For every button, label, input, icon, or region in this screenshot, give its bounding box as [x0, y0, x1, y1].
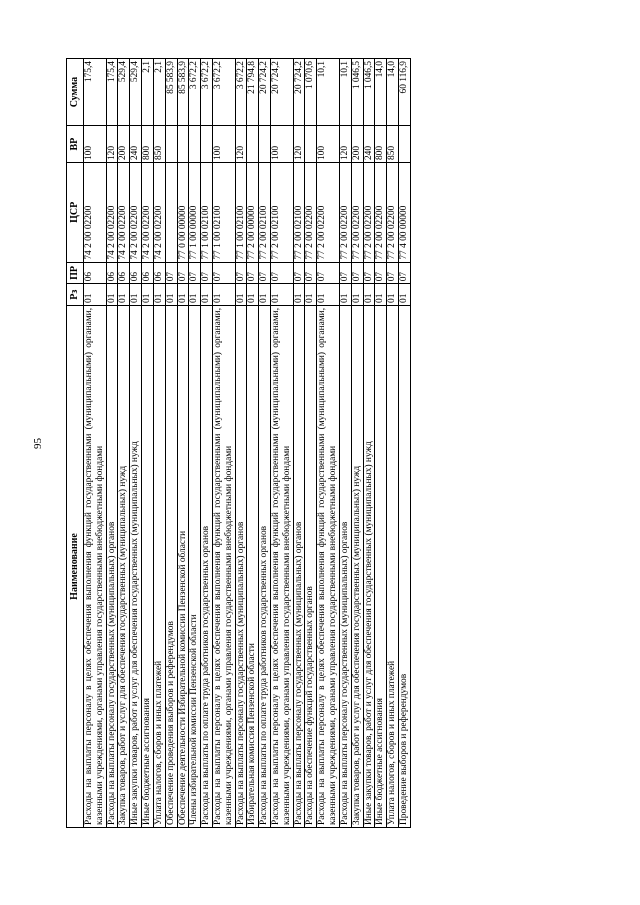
cell-sum: 20 724,2: [293, 59, 305, 126]
cell-vr: 850: [387, 126, 399, 163]
cell-sum: 1 070,6: [305, 59, 317, 126]
cell-csr: 77 2 00 02100: [259, 163, 271, 263]
cell-vr: [259, 126, 271, 163]
cell-sum: 3 672,2: [212, 59, 235, 126]
rotated-table-container: [66, 58, 586, 828]
cell-rz: 01: [177, 284, 189, 306]
cell-pr: 07: [339, 262, 351, 284]
cell-vr: 120: [235, 126, 247, 163]
cell-csr: 77 1 00 00000: [189, 163, 201, 263]
cell-pr: 07: [305, 262, 317, 284]
cell-sum: 529,4: [130, 59, 142, 126]
cell-name: Иные закупки товаров, работ и услуг для обеспечения государственных (муниципальных) нужд: [130, 305, 142, 827]
cell-vr: [177, 126, 189, 163]
table-row: [387, 59, 399, 828]
cell-csr: 74 2 00 02200: [84, 163, 107, 263]
cell-csr: 77 4 00 00000: [398, 163, 410, 263]
cell-csr: 77 1 00 02100: [212, 163, 235, 263]
cell-rz: 01: [118, 284, 130, 306]
cell-csr: 74 2 00 02200: [130, 163, 142, 263]
table-row: [339, 59, 351, 828]
cell-csr: 74 2 00 02200: [106, 163, 118, 263]
cell-rz: 01: [271, 284, 294, 306]
cell-pr: 07: [165, 262, 177, 284]
cell-name: Избирательная комиссия Пензенской области: [247, 305, 259, 827]
table-row: [293, 59, 305, 828]
cell-pr: 06: [130, 262, 142, 284]
cell-pr: 07: [398, 262, 410, 284]
cell-sum: 20 724,2: [271, 59, 294, 126]
cell-pr: 06: [106, 262, 118, 284]
header-csr: ЦСР: [67, 163, 84, 263]
cell-sum: 85 583,9: [177, 59, 189, 126]
cell-pr: 07: [235, 262, 247, 284]
table-row: [375, 59, 387, 828]
cell-vr: [189, 126, 201, 163]
cell-rz: 01: [165, 284, 177, 306]
cell-name: Расходы на выплаты персоналу в целях обеспечения выполнения функций государственными (муниципальными) органами, казенными учреждениями, органами управления государственными внебюджетными фондами: [84, 305, 107, 827]
cell-pr: 07: [351, 262, 363, 284]
cell-name: Расходы на выплаты по оплате труда работников государственных органов: [201, 305, 213, 827]
table-row: [235, 59, 247, 828]
cell-csr: 77 2 00 02200: [305, 163, 317, 263]
cell-sum: 3 672,2: [201, 59, 213, 126]
cell-vr: [247, 126, 259, 163]
cell-name: Расходы на выплаты персоналу в целях обеспечения выполнения функций государственными (муниципальными) органами, казенными учреждениями, органами управления государственными внебюджетными фондами: [271, 305, 294, 827]
table-row: [271, 59, 294, 828]
cell-rz: 01: [106, 284, 118, 306]
cell-rz: 01: [247, 284, 259, 306]
table-row: [189, 59, 201, 828]
cell-vr: 100: [212, 126, 235, 163]
table-row: [177, 59, 189, 828]
cell-name: Члены избирательной комиссии Пензенской области: [189, 305, 201, 827]
cell-pr: 06: [142, 262, 154, 284]
cell-sum: 20 724,2: [259, 59, 271, 126]
cell-vr: 120: [293, 126, 305, 163]
cell-sum: 2,1: [142, 59, 154, 126]
cell-vr: [201, 126, 213, 163]
cell-pr: 07: [201, 262, 213, 284]
cell-csr: 77 2 00 02200: [363, 163, 375, 263]
cell-sum: 529,4: [118, 59, 130, 126]
cell-rz: 01: [235, 284, 247, 306]
cell-rz: 01: [153, 284, 165, 306]
cell-vr: 200: [351, 126, 363, 163]
cell-pr: 07: [363, 262, 375, 284]
cell-sum: 2,1: [153, 59, 165, 126]
cell-vr: 120: [106, 126, 118, 163]
header-pr: ПР: [67, 262, 84, 284]
cell-name: Расходы на выплаты персоналу государственных (муниципальных) органов: [293, 305, 305, 827]
cell-rz: 01: [339, 284, 351, 306]
cell-pr: 07: [259, 262, 271, 284]
cell-pr: 07: [375, 262, 387, 284]
table-row: [130, 59, 142, 828]
cell-name: Расходы на выплаты персоналу государственных (муниципальных) органов: [339, 305, 351, 827]
cell-pr: 07: [212, 262, 235, 284]
header-sum: Сумма: [67, 59, 84, 126]
table-row: [106, 59, 118, 828]
cell-rz: 01: [305, 284, 317, 306]
header-rz: Рз: [67, 284, 84, 306]
table-row: [118, 59, 130, 828]
cell-csr: 77 0 00 00000: [177, 163, 189, 263]
cell-sum: 85 583,9: [165, 59, 177, 126]
table-row: [259, 59, 271, 828]
cell-csr: 74 2 00 02200: [118, 163, 130, 263]
cell-sum: 10,1: [317, 59, 340, 126]
table-row: [142, 59, 154, 828]
cell-rz: 01: [375, 284, 387, 306]
cell-csr: 77 2 00 02100: [271, 163, 294, 263]
header-vr: ВР: [67, 126, 84, 163]
cell-sum: 60 116,9: [398, 59, 410, 126]
cell-pr: 07: [189, 262, 201, 284]
cell-csr: 77 2 00 02200: [387, 163, 399, 263]
table-row: [351, 59, 363, 828]
cell-pr: 06: [118, 262, 130, 284]
cell-rz: 01: [189, 284, 201, 306]
cell-csr: 77 1 00 02100: [201, 163, 213, 263]
table-row: [201, 59, 213, 828]
cell-name: Расходы на выплаты персоналу государственных (муниципальных) органов: [235, 305, 247, 827]
cell-name: Расходы на обеспечение функций государственных органов: [305, 305, 317, 827]
cell-rz: 01: [259, 284, 271, 306]
cell-vr: 800: [375, 126, 387, 163]
cell-name: Иные бюджетные ассигнования: [375, 305, 387, 827]
cell-pr: 07: [317, 262, 340, 284]
table-row: [305, 59, 317, 828]
table-row: [153, 59, 165, 828]
cell-pr: 07: [247, 262, 259, 284]
cell-csr: 77 2 00 02200: [317, 163, 340, 263]
table-row: [84, 59, 107, 828]
page-number: 95: [32, 438, 44, 449]
cell-sum: 14,0: [375, 59, 387, 126]
cell-rz: 01: [317, 284, 340, 306]
cell-sum: 3 672,2: [235, 59, 247, 126]
cell-name: Расходы на выплаты персоналу в целях обеспечения выполнения функций государственными (муниципальными) органами, казенными учреждениями, органами управления государственными внебюджетными фондами: [212, 305, 235, 827]
cell-csr: [165, 163, 177, 263]
cell-sum: 10,1: [339, 59, 351, 126]
cell-csr: 77 2 00 02100: [293, 163, 305, 263]
cell-vr: 850: [153, 126, 165, 163]
cell-vr: 100: [271, 126, 294, 163]
cell-sum: 14,0: [387, 59, 399, 126]
cell-vr: [305, 126, 317, 163]
cell-name: Закупка товаров, работ и услуг для обеспечения государственных (муниципальных) нужд: [118, 305, 130, 827]
cell-name: Уплата налогов, сборов и иных платежей: [153, 305, 165, 827]
table-body: [84, 59, 411, 828]
cell-sum: 175,4: [106, 59, 118, 126]
cell-name: Расходы на выплаты персоналу в целях обеспечения выполнения функций государственными (муниципальными) органами, казенными учреждениями, органами управления государственными внебюджетными фондами: [317, 305, 340, 827]
cell-rz: 01: [130, 284, 142, 306]
cell-csr: 77 2 00 02200: [339, 163, 351, 263]
cell-pr: 06: [153, 262, 165, 284]
table-row: [363, 59, 375, 828]
cell-pr: 06: [84, 262, 107, 284]
cell-rz: 01: [84, 284, 107, 306]
cell-name: Расходы на выплаты персоналу государственных (муниципальных) органов: [106, 305, 118, 827]
table-row: [165, 59, 177, 828]
cell-csr: 74 2 00 02200: [142, 163, 154, 263]
cell-name: Обеспечение деятельности Избирательной комиссии Пензенской области: [177, 305, 189, 827]
cell-rz: 01: [293, 284, 305, 306]
cell-vr: 800: [142, 126, 154, 163]
cell-rz: 01: [398, 284, 410, 306]
cell-pr: 07: [177, 262, 189, 284]
cell-vr: [165, 126, 177, 163]
cell-vr: 120: [339, 126, 351, 163]
cell-rz: 01: [142, 284, 154, 306]
cell-name: Закупка товаров, работ и услуг для обеспечения государственных (муниципальных) нужд: [351, 305, 363, 827]
budget-table: [66, 58, 411, 828]
cell-pr: 07: [293, 262, 305, 284]
cell-name: Уплата налогов, сборов и иных платежей: [387, 305, 399, 827]
cell-pr: 07: [387, 262, 399, 284]
cell-rz: 01: [212, 284, 235, 306]
cell-csr: 77 2 00 02200: [351, 163, 363, 263]
cell-sum: 175,4: [84, 59, 107, 126]
cell-vr: 240: [130, 126, 142, 163]
cell-rz: 01: [363, 284, 375, 306]
cell-vr: 100: [317, 126, 340, 163]
cell-vr: 200: [118, 126, 130, 163]
table-header-row: [67, 59, 84, 828]
header-name: Наименование: [67, 305, 84, 827]
cell-name: Обеспечение проведения выборов и референдумов: [165, 305, 177, 827]
cell-pr: 07: [271, 262, 294, 284]
cell-rz: 01: [351, 284, 363, 306]
cell-sum: 1 046,5: [363, 59, 375, 126]
cell-name: Проведение выборов и референдумов: [398, 305, 410, 827]
cell-csr: 77 1 00 02100: [235, 163, 247, 263]
cell-csr: 77 2 00 00000: [247, 163, 259, 263]
table-row: [317, 59, 340, 828]
cell-name: Иные бюджетные ассигнования: [142, 305, 154, 827]
cell-rz: 01: [201, 284, 213, 306]
cell-name: Иные закупки товаров, работ и услуг для обеспечения государственных (муниципальных) нужд: [363, 305, 375, 827]
cell-csr: 74 2 00 02200: [153, 163, 165, 263]
cell-vr: 100: [84, 126, 107, 163]
table-row: [398, 59, 410, 828]
cell-sum: 1 046,5: [351, 59, 363, 126]
cell-csr: 77 2 00 02200: [375, 163, 387, 263]
cell-sum: 3 672,2: [189, 59, 201, 126]
table-row: [212, 59, 235, 828]
cell-sum: 21 794,8: [247, 59, 259, 126]
table-row: [247, 59, 259, 828]
cell-vr: 240: [363, 126, 375, 163]
cell-rz: 01: [387, 284, 399, 306]
cell-name: Расходы на выплаты по оплате труда работников государственных органов: [259, 305, 271, 827]
cell-vr: [398, 126, 410, 163]
